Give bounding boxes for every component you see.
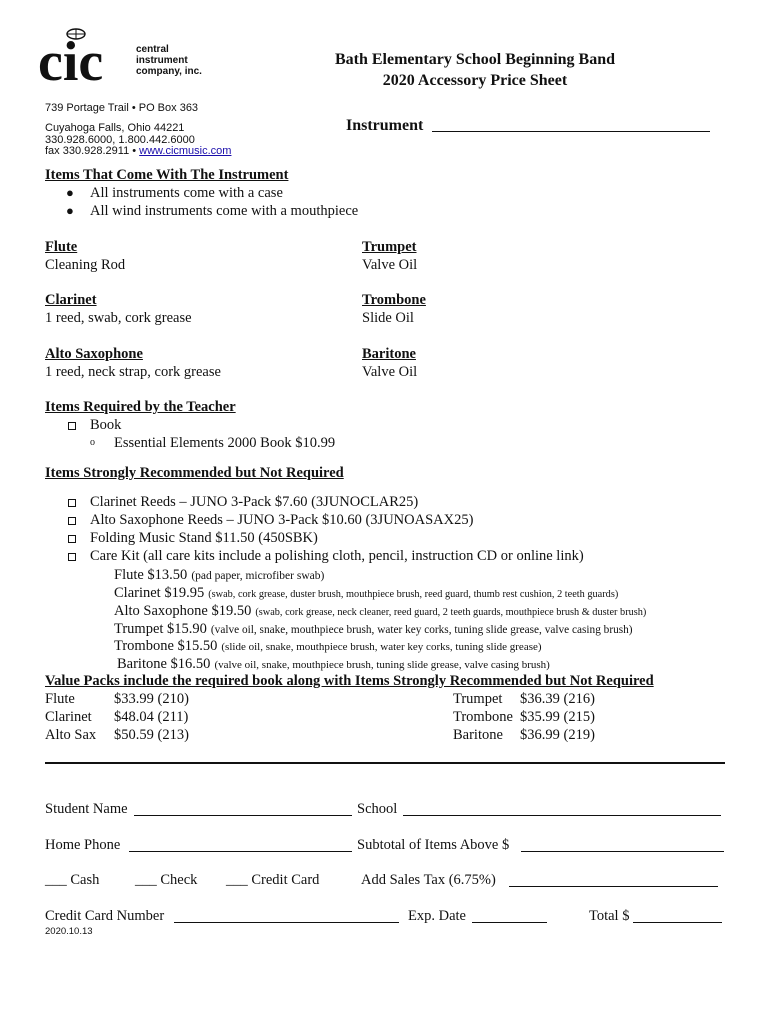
cash-blank[interactable]: ___ — [45, 872, 67, 888]
home-phone-field[interactable] — [129, 851, 352, 852]
recommended-item-2: Alto Saxophone Reeds – JUNO 3-Pack $10.60 (3JUNOASAX25) — [90, 512, 474, 528]
care-kit-alto-sax — [114, 602, 646, 620]
company-address-1: 739 Portage Trail • PO Box 363 — [45, 102, 199, 114]
company-website-link[interactable]: www.cicmusic.com — [139, 145, 232, 157]
checkbox-square-icon — [68, 535, 76, 543]
subtotal-label: Subtotal of Items Above $ — [357, 837, 510, 853]
pack-name: Clarinet — [45, 709, 92, 725]
card-number-label: Credit Card Number — [45, 908, 165, 924]
baritone-heading: Baritone — [362, 346, 416, 362]
clarinet-items: 1 reed, swab, cork grease — [45, 310, 192, 326]
care-kit-desc: (swab, cork grease, neck cleaner, reed guard, 2 teeth guards, mouthpiece brush & duster brush) — [255, 607, 647, 618]
cic-logo-icon — [38, 26, 130, 88]
card-number-field[interactable] — [174, 922, 399, 923]
checkbox-square-icon — [68, 499, 76, 507]
pack-price: $36.39 (216) — [520, 691, 595, 707]
care-kit-trumpet — [114, 620, 633, 638]
trumpet-heading: Trumpet — [362, 239, 417, 255]
baritone-items: Valve Oil — [362, 364, 418, 380]
care-kit-desc: (swab, cork grease, duster brush, mouthpiece brush, reed guard, thumb rest cushion, 2 teeth guards) — [208, 589, 619, 600]
alto-sax-heading: Alto Saxophone — [45, 346, 143, 362]
total-label: Total $ — [589, 908, 630, 924]
credit-card-label: Credit Card — [251, 872, 320, 888]
pack-name: Baritone — [453, 727, 503, 743]
footer-date: 2020.10.13 — [45, 926, 93, 937]
total-field[interactable] — [633, 922, 722, 923]
circle-bullet-icon: o — [90, 437, 95, 448]
value-pack-alto-sax — [45, 727, 189, 744]
care-kit-name: Clarinet $19.95 — [114, 585, 205, 601]
value-pack-clarinet — [45, 709, 188, 726]
care-kit-desc: (pad paper, microfiber swab) — [191, 570, 325, 582]
care-kit-trombone — [114, 637, 542, 655]
pack-price: $33.99 (210) — [114, 691, 189, 707]
exp-date-field[interactable] — [472, 922, 547, 923]
document-title — [310, 49, 640, 91]
instrument-blank[interactable] — [432, 131, 710, 132]
payment-cash[interactable] — [45, 872, 99, 889]
company-fax-line — [45, 145, 231, 157]
student-name-label: Student Name — [45, 801, 128, 817]
cash-label: Cash — [70, 872, 100, 888]
student-name-field[interactable] — [134, 815, 352, 816]
payment-credit-card[interactable] — [226, 872, 319, 889]
care-kit-name: Flute $13.50 — [114, 567, 188, 583]
instrument-field — [346, 117, 423, 135]
required-item: Book — [90, 417, 122, 433]
flute-items: Cleaning Rod — [45, 257, 126, 273]
pack-name: Alto Sax — [45, 727, 97, 743]
care-kit-desc: (valve oil, snake, mouthpiece brush, water key corks, tuning slide grease, valve casing brush) — [210, 624, 633, 636]
checkbox-square-icon — [68, 517, 76, 525]
checkbox-square-icon — [68, 422, 76, 430]
care-kit-baritone — [117, 655, 550, 673]
pack-name: Flute — [45, 691, 75, 707]
pack-price: $36.99 (219) — [520, 727, 595, 743]
recommended-item-3: Folding Music Stand $11.50 (450SBK) — [90, 530, 318, 546]
company-address-2: Cuyahoga Falls, Ohio 44221 — [45, 122, 185, 134]
clarinet-heading: Clarinet — [45, 292, 97, 308]
included-heading: Items That Come With The Instrument — [45, 167, 289, 183]
section-divider — [45, 762, 725, 764]
company-name-line-2: instrument — [136, 55, 188, 66]
care-kit-name: Trumpet $15.90 — [114, 621, 207, 637]
recommended-item-1: Clarinet Reeds – JUNO 3-Pack $7.60 (3JUNOCLAR25) — [90, 494, 419, 510]
checkbox-square-icon — [68, 553, 76, 561]
care-kit-name: Alto Saxophone $19.50 — [114, 603, 252, 619]
trombone-items: Slide Oil — [362, 310, 414, 326]
pack-price: $48.04 (211) — [114, 709, 189, 725]
check-blank[interactable]: ___ — [135, 872, 157, 888]
included-bullet-1: All instruments come with a case — [90, 185, 283, 201]
required-sub-item: Essential Elements 2000 Book $10.99 — [114, 435, 336, 451]
care-kit-clarinet — [114, 584, 618, 602]
company-fax: fax 330.928.2911 • — [45, 145, 140, 157]
pack-price: $35.99 (215) — [520, 709, 595, 725]
sales-tax-label: Add Sales Tax (6.75%) — [361, 872, 496, 888]
care-kit-flute — [114, 566, 324, 584]
care-kit-desc: (valve oil, snake, mouthpiece brush, tuning slide grease, valve casing brush) — [214, 659, 550, 671]
exp-date-label: Exp. Date — [408, 908, 466, 924]
care-kit-name: Baritone $16.50 — [117, 656, 211, 672]
care-kit-desc: (slide oil, snake, mouthpiece brush, water key corks, tuning slide grease) — [221, 641, 542, 653]
pack-price: $50.59 (213) — [114, 727, 189, 743]
trumpet-items: Valve Oil — [362, 257, 418, 273]
company-name-line-1: central — [136, 44, 169, 55]
company-logo — [38, 22, 218, 88]
check-label: Check — [160, 872, 198, 888]
instrument-label: Instrument — [346, 117, 424, 134]
subtotal-field[interactable] — [521, 851, 724, 852]
flute-heading: Flute — [45, 239, 78, 255]
recommended-item-4: Care Kit (all care kits include a polishing cloth, pencil, instruction CD or online link) — [90, 548, 584, 564]
company-name-line-3: company, inc. — [136, 66, 202, 77]
value-pack-baritone — [453, 727, 595, 744]
included-bullet-2: All wind instruments come with a mouthpiece — [90, 203, 359, 219]
school-field[interactable] — [403, 815, 721, 816]
credit-card-blank[interactable]: ___ — [226, 872, 248, 888]
company-phones: 330.928.6000, 1.800.442.6000 — [45, 134, 195, 146]
required-heading: Items Required by the Teacher — [45, 399, 236, 415]
bullet-dot-icon: ● — [66, 203, 74, 218]
home-phone-label: Home Phone — [45, 837, 121, 853]
title-line-1: Bath Elementary School Beginning Band — [334, 51, 616, 68]
value-packs-heading: Value Packs include the required book along with Items Strongly Recommended but Not Required — [45, 673, 654, 689]
recommended-heading: Items Strongly Recommended but Not Required — [45, 465, 344, 481]
svg-text:cic: cic — [38, 31, 104, 88]
care-kit-name: Trombone $15.50 — [114, 638, 218, 654]
value-pack-flute — [45, 691, 189, 708]
title-line-2: 2020 Accessory Price Sheet — [382, 72, 568, 89]
trombone-heading: Trombone — [362, 292, 426, 308]
pack-name: Trumpet — [453, 691, 503, 707]
sales-tax-field[interactable] — [509, 886, 718, 887]
payment-check[interactable] — [135, 872, 197, 889]
pack-name: Trombone — [453, 709, 513, 725]
value-pack-trombone — [453, 709, 595, 726]
bullet-dot-icon: ● — [66, 185, 74, 200]
value-pack-trumpet — [453, 691, 595, 708]
alto-sax-items: 1 reed, neck strap, cork grease — [45, 364, 221, 380]
school-label: School — [357, 801, 398, 817]
